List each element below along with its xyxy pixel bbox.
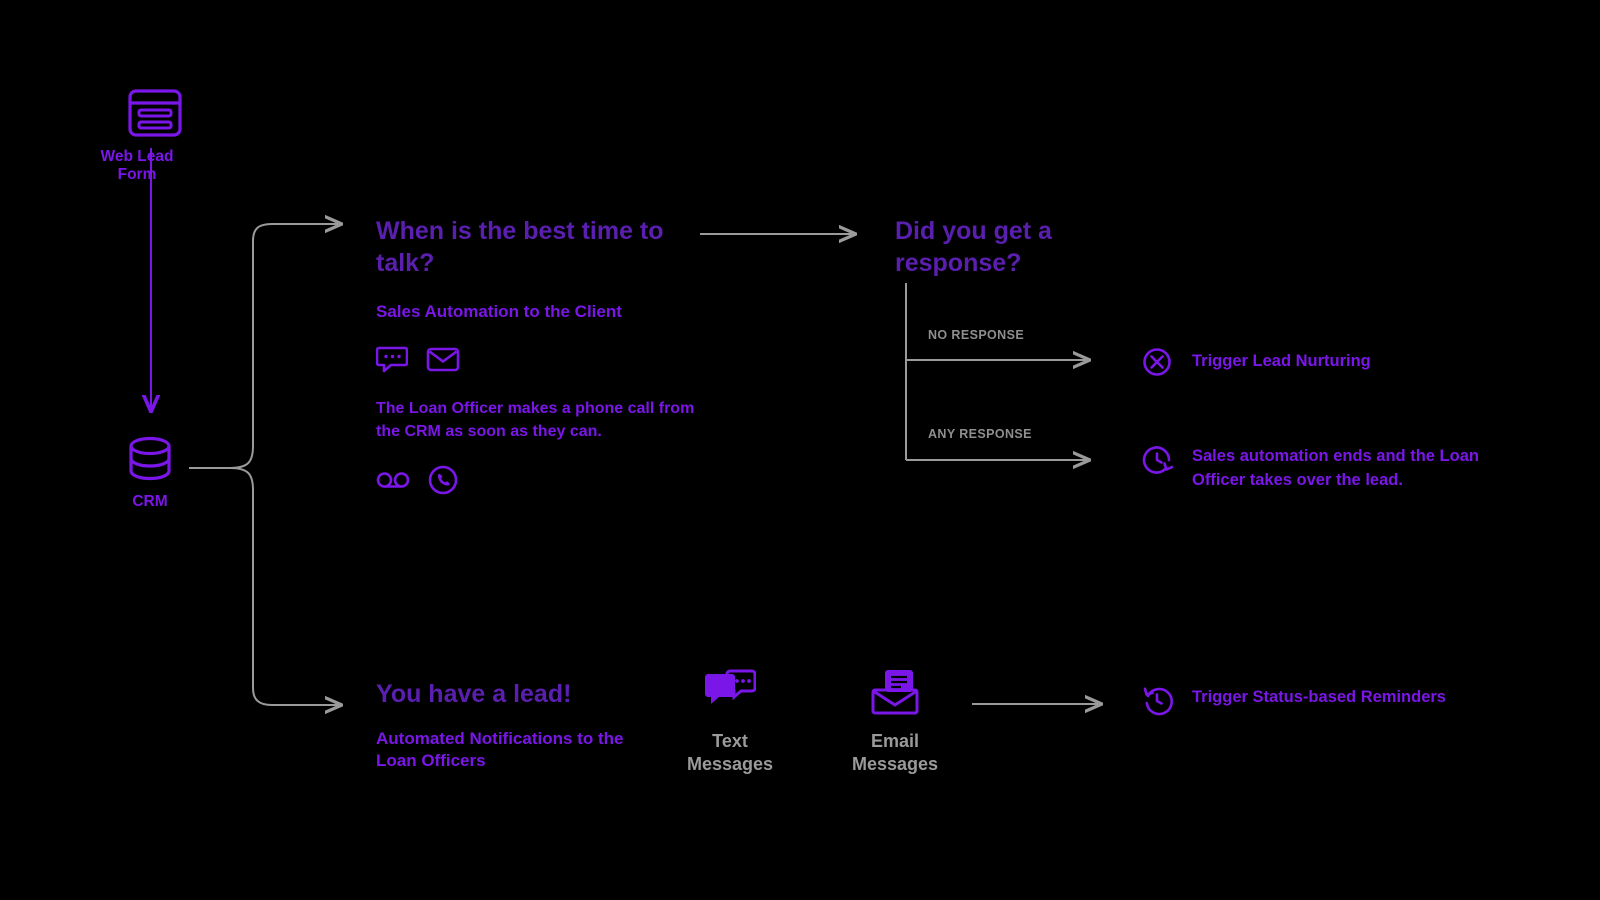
clock-arrow-icon [1140, 443, 1174, 477]
x-circle-icon [1140, 345, 1174, 379]
branch-top-subheading: Sales Automation to the Client [376, 302, 622, 321]
node-web-lead-form[interactable] [100, 88, 200, 184]
node-crm[interactable] [120, 435, 180, 511]
text-message-icon [680, 668, 780, 716]
result-sales-automation-ends[interactable] [1140, 443, 1492, 493]
phone-call-icon [428, 465, 458, 495]
branch-top-secondary-icons [376, 465, 706, 495]
clock-history-icon [1140, 684, 1174, 718]
branch-bottom-subheading: Automated Notifications to the Loan Officers [376, 729, 624, 771]
result-label-sales-automation-ends: Sales automation ends and the Loan Officer takes over the lead. [1192, 447, 1479, 489]
branch-bottom-heading: You have a lead! [376, 680, 572, 708]
result-label-lead-nurturing: Trigger Lead Nurturing [1192, 352, 1371, 370]
email-message-icon [845, 668, 945, 716]
channel-email-messages[interactable] [845, 668, 945, 775]
no-response-label: NO RESPONSE [928, 328, 1025, 342]
result-status-reminders[interactable] [1140, 684, 1446, 718]
branch-top-body: The Loan Officer makes a phone call from the CRM as soon as they can. [376, 400, 695, 441]
branch-label-any-response [928, 427, 1032, 441]
channel-label-email-messages: Email Messages [851, 731, 939, 774]
decision-heading: Did you get a response? [895, 217, 1052, 277]
branch-top-heading: When is the best time to talk? [376, 217, 664, 277]
result-label-status-reminders: Trigger Status-based Reminders [1192, 688, 1446, 706]
database-icon [120, 435, 180, 483]
decision-node [895, 215, 1125, 279]
branch-top-primary-icons [376, 345, 706, 373]
branch-label-no-response [928, 328, 1024, 342]
web-form-icon [110, 88, 200, 138]
node-label-web-lead-form: Web Lead Form [100, 148, 174, 183]
result-lead-nurturing[interactable] [1140, 345, 1371, 379]
voicemail-icon [376, 468, 410, 492]
channel-text-messages[interactable] [680, 668, 780, 775]
chat-bubble-icon [376, 345, 408, 373]
envelope-icon [426, 345, 460, 373]
channel-label-text-messages: Text Messages [686, 731, 774, 774]
branch-top [376, 215, 706, 495]
any-response-label: ANY RESPONSE [928, 427, 1032, 441]
node-label-crm: CRM [132, 493, 168, 510]
branch-bottom [376, 678, 666, 772]
